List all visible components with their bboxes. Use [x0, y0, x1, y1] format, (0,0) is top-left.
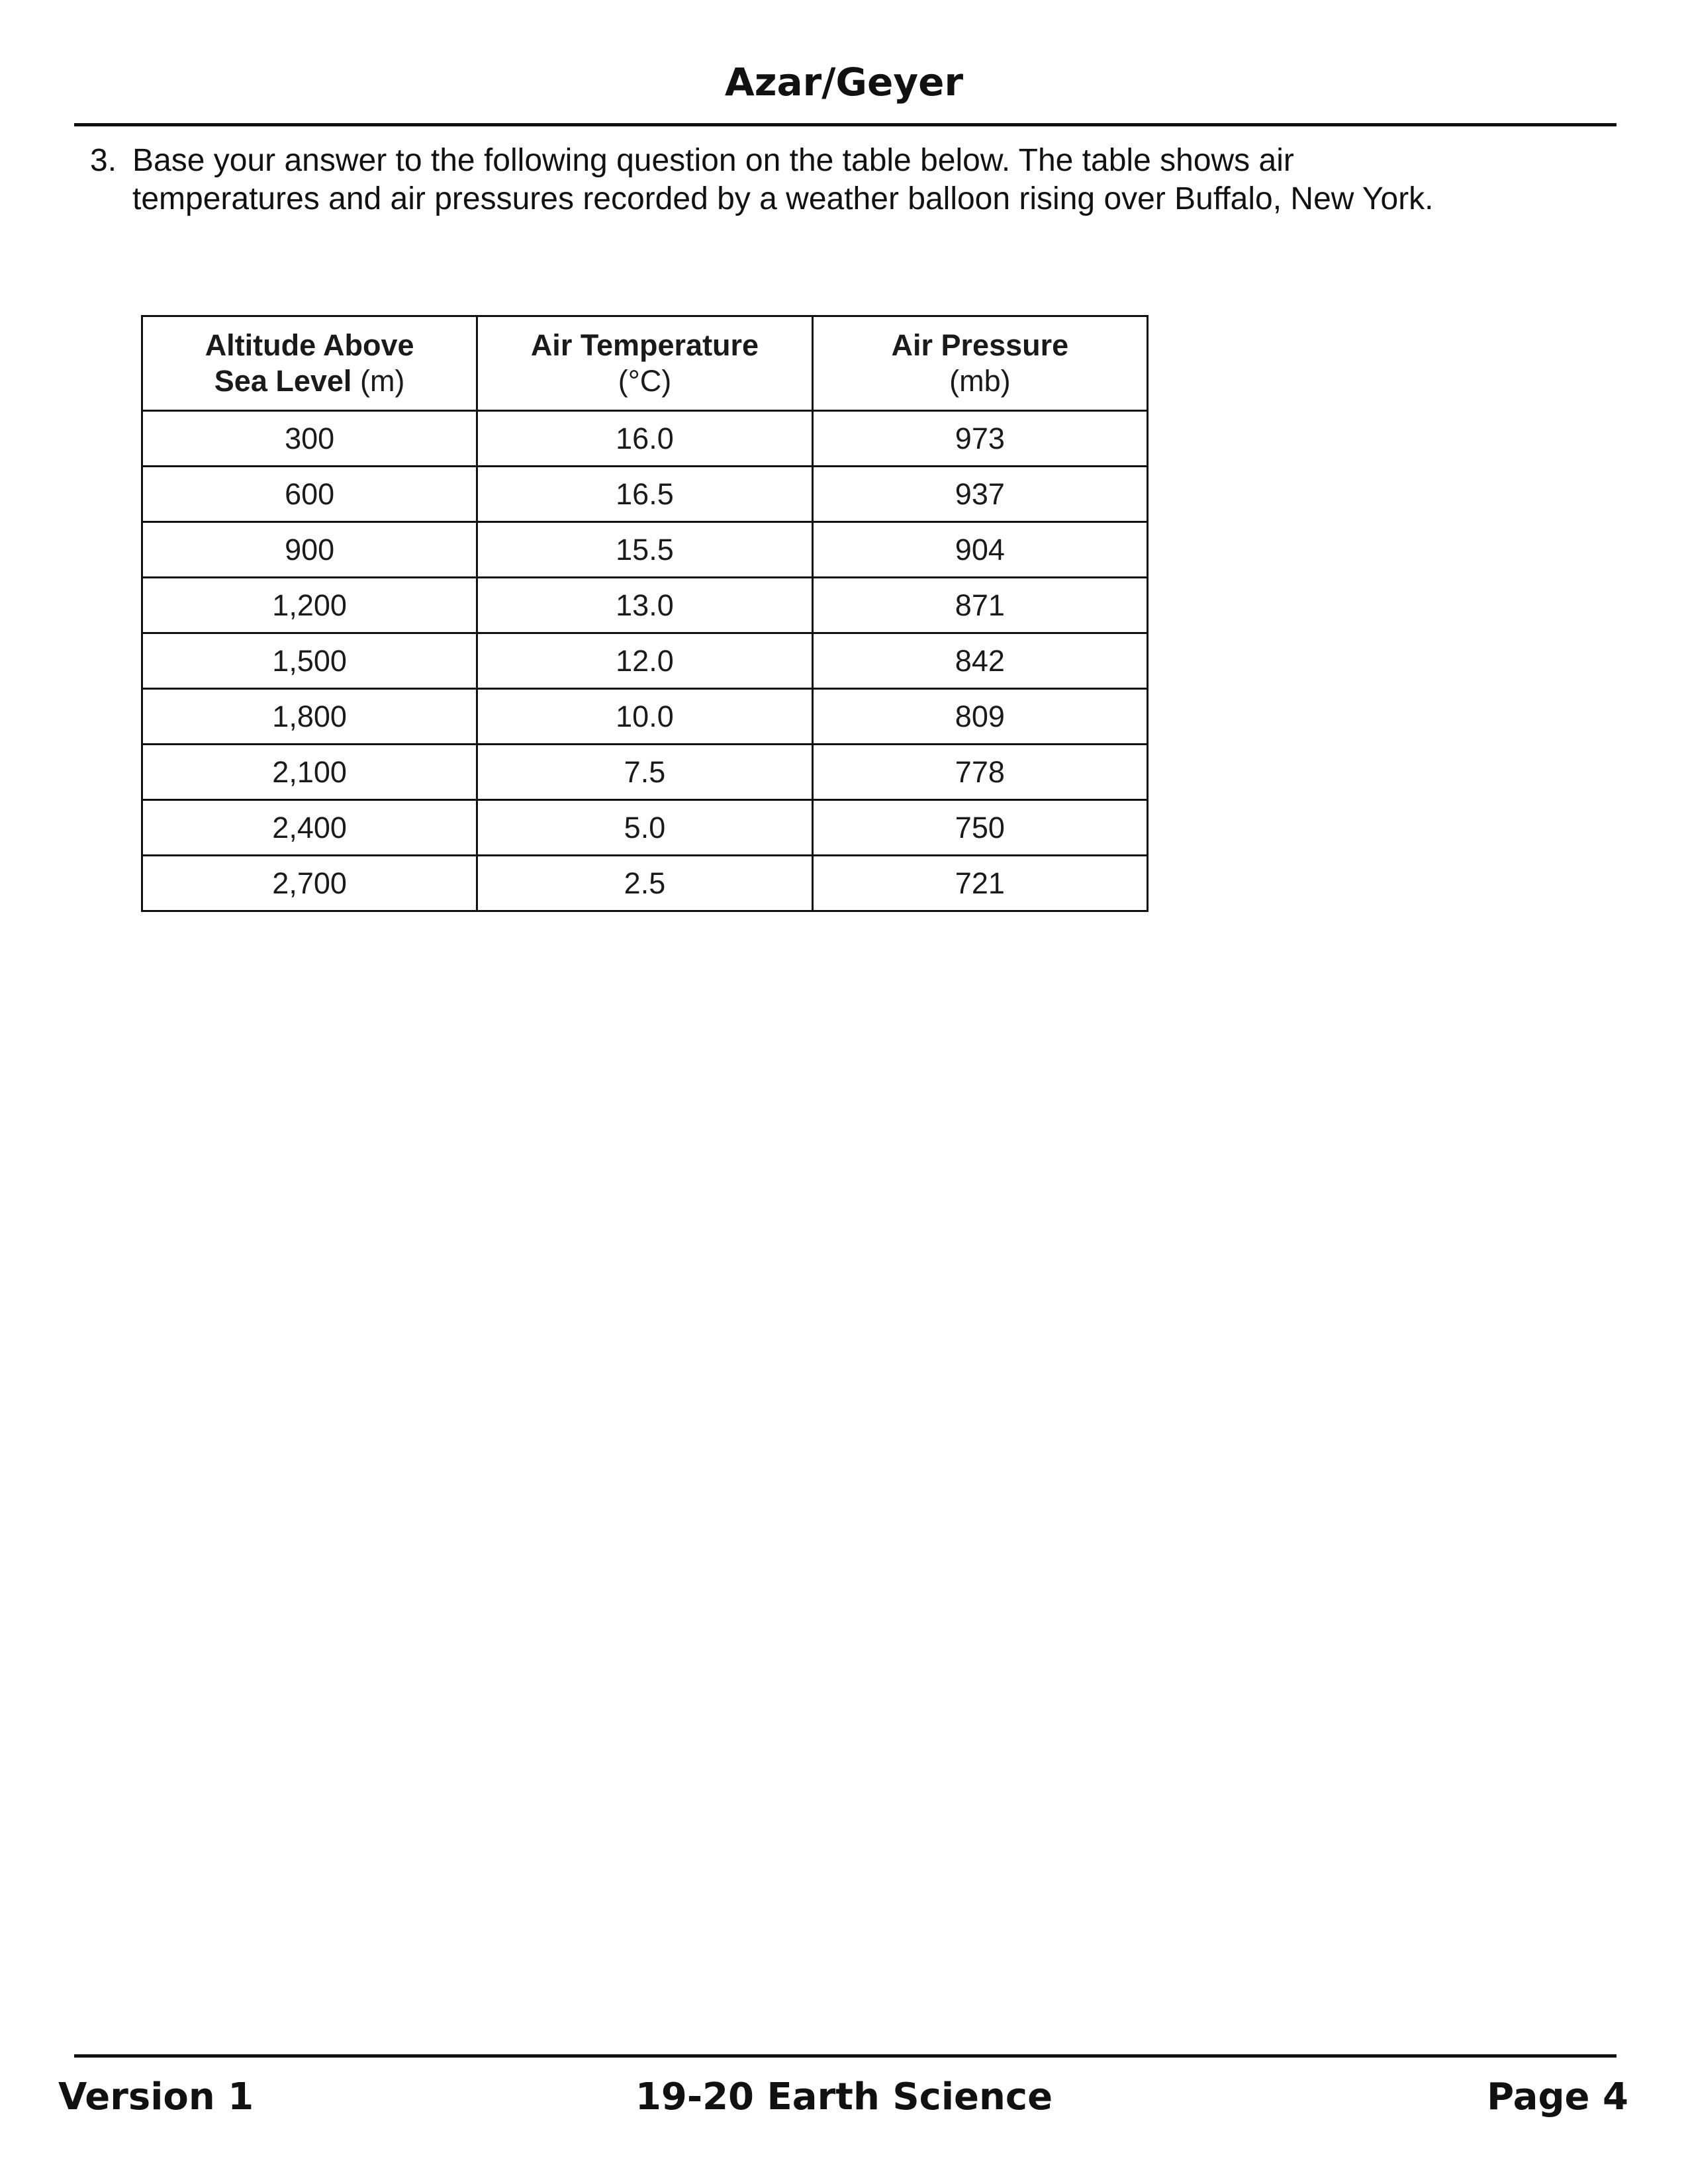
cell-pressure: 871: [812, 578, 1147, 633]
cell-temperature: 15.5: [477, 522, 812, 578]
table-row: [142, 856, 1148, 911]
cell-altitude: 2,700: [142, 856, 477, 911]
cell-pressure: 778: [812, 745, 1147, 800]
cell-pressure: 721: [812, 856, 1147, 911]
page-header-title: Azar/Geyer: [724, 60, 964, 105]
table-row: [142, 633, 1148, 689]
cell-temperature: 2.5: [477, 856, 812, 911]
table-header-row: [142, 316, 1148, 411]
footer-version: Version 1: [58, 2075, 254, 2118]
cell-temperature: 7.5: [477, 745, 812, 800]
cell-temperature: 10.0: [477, 689, 812, 745]
cell-pressure: 750: [812, 800, 1147, 856]
footer-page-number: Page 4: [1487, 2075, 1628, 2118]
cell-altitude: 2,400: [142, 800, 477, 856]
header-altitude-line2-bold: Sea Level: [214, 364, 352, 398]
header-air-temperature: [477, 316, 812, 411]
cell-altitude: 1,200: [142, 578, 477, 633]
cell-altitude: 1,500: [142, 633, 477, 689]
table-row: [142, 745, 1148, 800]
cell-temperature: 16.0: [477, 411, 812, 467]
table-row: [142, 689, 1148, 745]
cell-pressure: 973: [812, 411, 1147, 467]
header-pressure-line1: Air Pressure: [891, 328, 1069, 362]
header-altitude-unit: (m): [352, 364, 405, 398]
cell-pressure: 809: [812, 689, 1147, 745]
header-altitude-line1: Altitude Above: [205, 328, 414, 362]
header-air-pressure: [812, 316, 1147, 411]
header-divider: [74, 123, 1617, 126]
header-temperature-unit: (°C): [618, 364, 672, 398]
weather-balloon-table: [141, 315, 1149, 912]
question-text: Base your answer to the following question on the table below. The table shows air temperatures and air pressures recorded by a weather balloon rising over Buffalo, New York.: [132, 143, 1434, 216]
cell-altitude: 1,800: [142, 689, 477, 745]
cell-temperature: 13.0: [477, 578, 812, 633]
question-number: 3.: [90, 143, 117, 178]
header-altitude: [142, 316, 477, 411]
cell-altitude: 300: [142, 411, 477, 467]
table-row: [142, 467, 1148, 522]
table-row: [142, 522, 1148, 578]
cell-altitude: 900: [142, 522, 477, 578]
footer-divider: [74, 2054, 1617, 2058]
header-pressure-unit: (mb): [949, 364, 1011, 398]
footer-course: 19-20 Earth Science: [635, 2075, 1053, 2118]
header-temperature-line1: Air Temperature: [530, 328, 759, 362]
table-row: [142, 578, 1148, 633]
cell-altitude: 2,100: [142, 745, 477, 800]
cell-pressure: 937: [812, 467, 1147, 522]
table-row: [142, 411, 1148, 467]
cell-temperature: 12.0: [477, 633, 812, 689]
cell-temperature: 5.0: [477, 800, 812, 856]
cell-pressure: 842: [812, 633, 1147, 689]
cell-temperature: 16.5: [477, 467, 812, 522]
cell-pressure: 904: [812, 522, 1147, 578]
table-row: [142, 800, 1148, 856]
cell-altitude: 600: [142, 467, 477, 522]
